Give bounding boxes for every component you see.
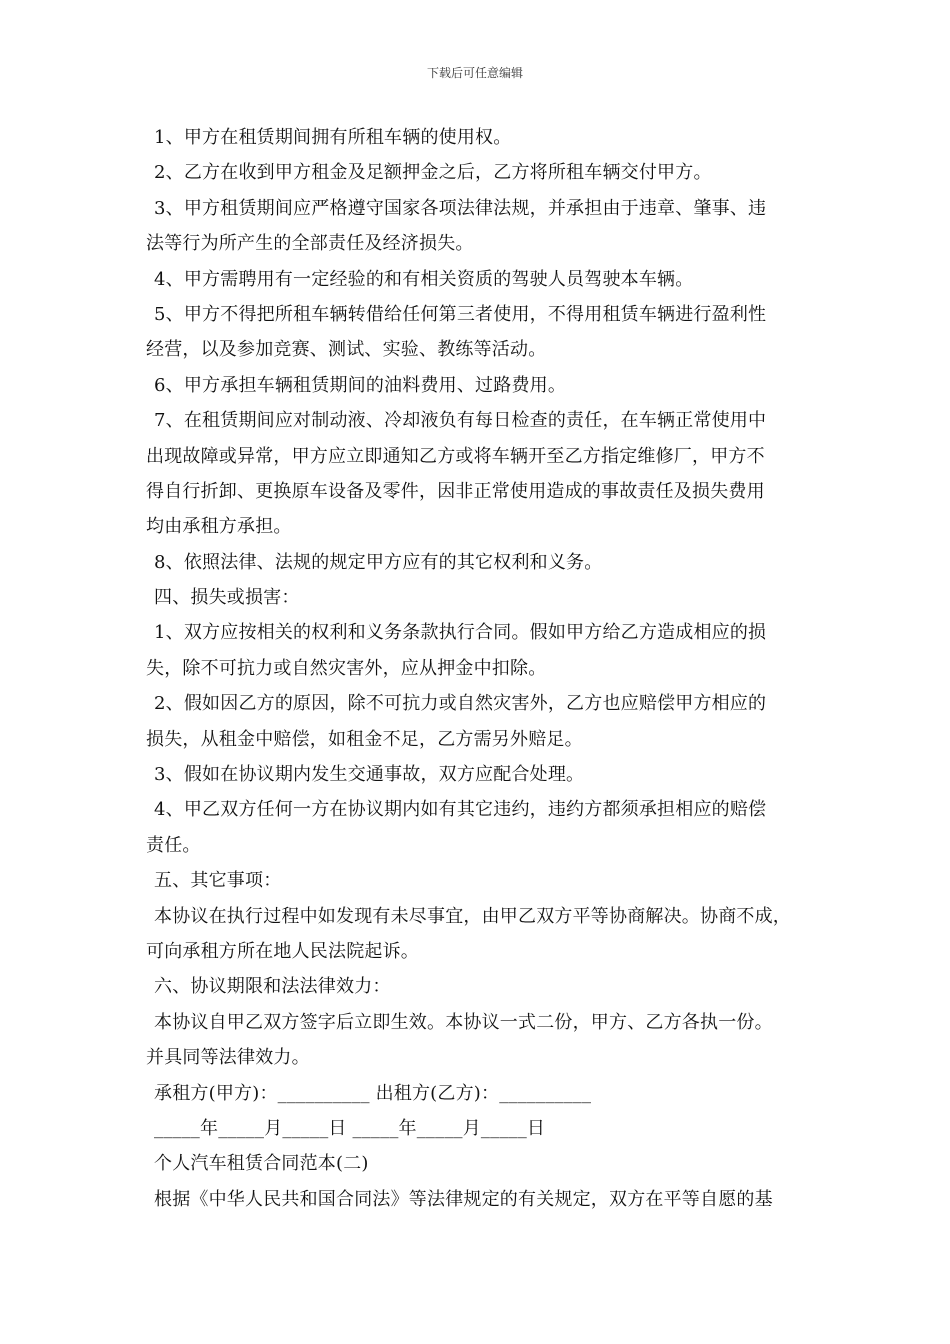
- text-line: 责任。: [146, 834, 201, 856]
- text-line: 得自行折卸、更换原车设备及零件，因非正常使用造成的事故责任及损失费用: [146, 480, 765, 502]
- text-line: 1、甲方在租赁期间拥有所租车辆的使用权。: [154, 127, 512, 148]
- text-line: 经营，以及参加竞赛、测试、实验、教练等活动。: [146, 339, 547, 361]
- text-line: 根据《中华人民共和国合同法》等法律规定的有关规定，双方在平等自愿的基: [154, 1188, 773, 1210]
- text-line: 均由承租方承担。: [146, 516, 292, 538]
- document-body: [146, 120, 816, 1217]
- text-line: 法等行为所产生的全部责任及经济损失。: [146, 233, 474, 255]
- text-line: 四、损失或损害：: [154, 587, 300, 609]
- text-line: 个人汽车租赁合同范本(二): [154, 1153, 369, 1175]
- text-line: 3、假如在协议期内发生交通事故，双方应配合处理。: [154, 764, 585, 786]
- text-line: 失，除不可抗力或自然灾害外，应从押金中扣除。: [146, 657, 547, 679]
- text-line: 承租方(甲方)：__________ 出租方(乙方)：__________: [154, 1082, 592, 1104]
- text-line: 六、协议期限和法法律效力：: [154, 976, 391, 998]
- text-line: 5、甲方不得把所租车辆转借给任何第三者使用，不得用租赁车辆进行盈利性: [154, 303, 767, 325]
- page-header: 下载后可任意编辑: [426, 66, 523, 80]
- text-line: 出现故障或异常，甲方应立即通知乙方或将车辆开至乙方指定维修厂，甲方不: [146, 445, 765, 467]
- text-line: _____年_____月_____日 _____年_____月_____日: [154, 1117, 546, 1139]
- text-line: 8、依照法律、法规的规定甲方应有的其它权利和义务。: [154, 551, 603, 573]
- text-line: 3、甲方租赁期间应严格遵守国家各项法律法规，并承担由于违章、肇事、违: [154, 197, 767, 219]
- text-line: 4、甲方需聘用有一定经验的和有相关资质的驾驶人员驾驶本车辆。: [154, 268, 694, 290]
- text-line: 1、双方应按相关的权利和义务条款执行合同。假如甲方给乙方造成相应的损: [154, 622, 767, 644]
- text-line: 损失，从租金中赔偿，如租金不足，乙方需另外赔足。: [146, 728, 583, 750]
- text-line: 五、其它事项：: [154, 870, 282, 892]
- text-line: 并具同等法律效力。: [146, 1047, 310, 1069]
- text-line: 7、在租赁期间应对制动液、冷却液负有每日检查的责任，在车辆正常使用中: [154, 410, 767, 432]
- text-line: 6、甲方承担车辆租赁期间的油料费用、过路费用。: [154, 374, 567, 396]
- text-line: 本协议自甲乙双方签字后立即生效。本协议一式二份，甲方、乙方各执一份。: [154, 1011, 773, 1033]
- text-line: 可向承租方所在地人民法院起诉。: [146, 940, 419, 962]
- text-line: 2、假如因乙方的原因，除不可抗力或自然灾害外，乙方也应赔偿甲方相应的: [154, 693, 767, 715]
- text-line: 本协议在执行过程中如发现有未尽事宜，由甲乙双方平等协商解决。协商不成，: [154, 905, 791, 927]
- text-line: 4、甲乙双方任何一方在协议期内如有其它违约，违约方都须承担相应的赔偿: [154, 799, 767, 821]
- text-line: 2、乙方在收到甲方租金及足额押金之后，乙方将所租车辆交付甲方。: [154, 162, 712, 184]
